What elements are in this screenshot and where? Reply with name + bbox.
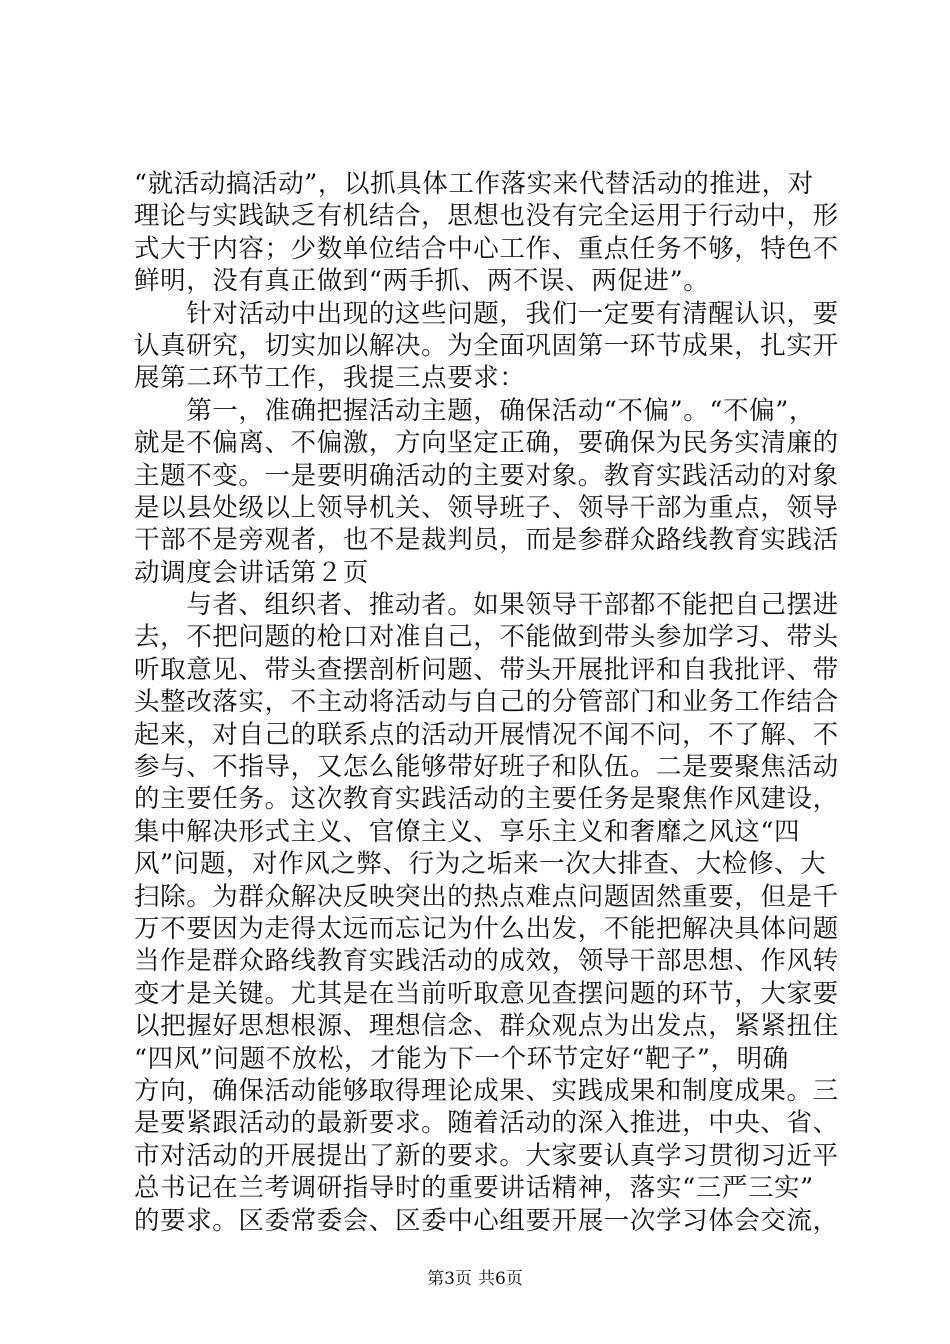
text-line: 去，不把问题的枪口对准自己，不能做到带头参加学习、带头 <box>134 622 839 653</box>
document-body <box>134 168 839 1237</box>
text-line: 就是不偏离、不偏激，方向坚定正确，要确保为民务实清廉的 <box>134 428 839 459</box>
text-line: 干部不是旁观者，也不是裁判员，而是参群众路线教育实践活 <box>134 525 839 556</box>
text-line: “四风”问题不放松，才能为下一个环节定好“靶子”，明确 <box>134 1043 789 1074</box>
text-line: 扫除。为群众解决反映突出的热点难点问题固然重要，但是千 <box>134 881 839 912</box>
text-line: 展第二环节工作，我提三点要求： <box>134 363 526 394</box>
text-line: 头整改落实，不主动将活动与自己的分管部门和业务工作结合 <box>134 687 839 718</box>
text-line: 当作是群众路线教育实践活动的成效，领导干部思想、作风转 <box>134 946 839 977</box>
text-line: 听取意见、带头查摆剖析问题、带头开展批评和自我批评、带 <box>134 654 839 685</box>
page-total: 共6页 <box>478 1269 523 1289</box>
page-footer <box>0 1268 950 1290</box>
text-line: 的主要任务。这次教育实践活动的主要任务是聚焦作风建设， <box>134 784 839 815</box>
text-line: 起来，对自己的联系点的活动开展情况不闻不问，不了解、不 <box>134 719 839 750</box>
text-line: 鲜明，没有真正做到“两手抓、两不误、两促进”。 <box>134 266 710 297</box>
text-line: 万不要因为走得太远而忘记为什么出发，不能把解决具体问题 <box>134 913 839 944</box>
text-line: 针对活动中出现的这些问题，我们一定要有清醒认识，要 <box>134 298 839 329</box>
text-line: 的要求。区委常委会、区委中心组要开展一次学习体会交流， <box>134 1205 839 1236</box>
text-line: 式大于内容；少数单位结合中心工作、重点任务不够，特色不 <box>134 233 839 264</box>
text-line: 风”问题，对作风之弊、行为之垢来一次大排查、大检修、大 <box>134 849 827 880</box>
text-line: 与者、组织者、推动者。如果领导干部都不能把自己摆进 <box>134 590 839 621</box>
text-line: 认真研究，切实加以解决。为全面巩固第一环节成果，扎实开 <box>134 330 839 361</box>
text-line: 主题不变。一是要明确活动的主要对象。教育实践活动的对象 <box>134 460 839 491</box>
text-line: 以把握好思想根源、理想信念、群众观点为出发点，紧紧扭住 <box>134 1011 839 1042</box>
text-line: 市对活动的开展提出了新的要求。大家要认真学习贯彻习近平 <box>134 1140 839 1171</box>
text-line: 是以县处级以上领导机关、领导班子、领导干部为重点，领导 <box>134 492 839 523</box>
text-line: 第一，准确把握活动主题，确保活动“不偏”。“不偏”， <box>134 395 815 426</box>
page-number: 第3页 <box>427 1269 472 1289</box>
text-line: 变才是关键。尤其是在当前听取意见查摆问题的环节，大家要 <box>134 978 839 1009</box>
text-line: 方向，确保活动能够取得理论成果、实践成果和制度成果。三 <box>134 1075 839 1106</box>
text-line: 理论与实践缺乏有机结合，思想也没有完全运用于行动中，形 <box>134 201 839 232</box>
text-line: 是要紧跟活动的最新要求。随着活动的深入推进，中央、省、 <box>134 1108 839 1139</box>
text-line: 参与、不指导，又怎么能够带好班子和队伍。二是要聚焦活动 <box>134 752 839 783</box>
text-line: “就活动搞活动”，以抓具体工作落实来代替活动的推进，对 <box>134 169 814 199</box>
text-line: 集中解决形式主义、官僚主义、享乐主义和奢靡之风这“四 <box>134 816 801 847</box>
text-line: 总书记在兰考调研指导时的重要讲话精神，落实“三严三实” <box>134 1173 814 1204</box>
text-line: 动调度会讲话第２页 <box>134 557 369 588</box>
